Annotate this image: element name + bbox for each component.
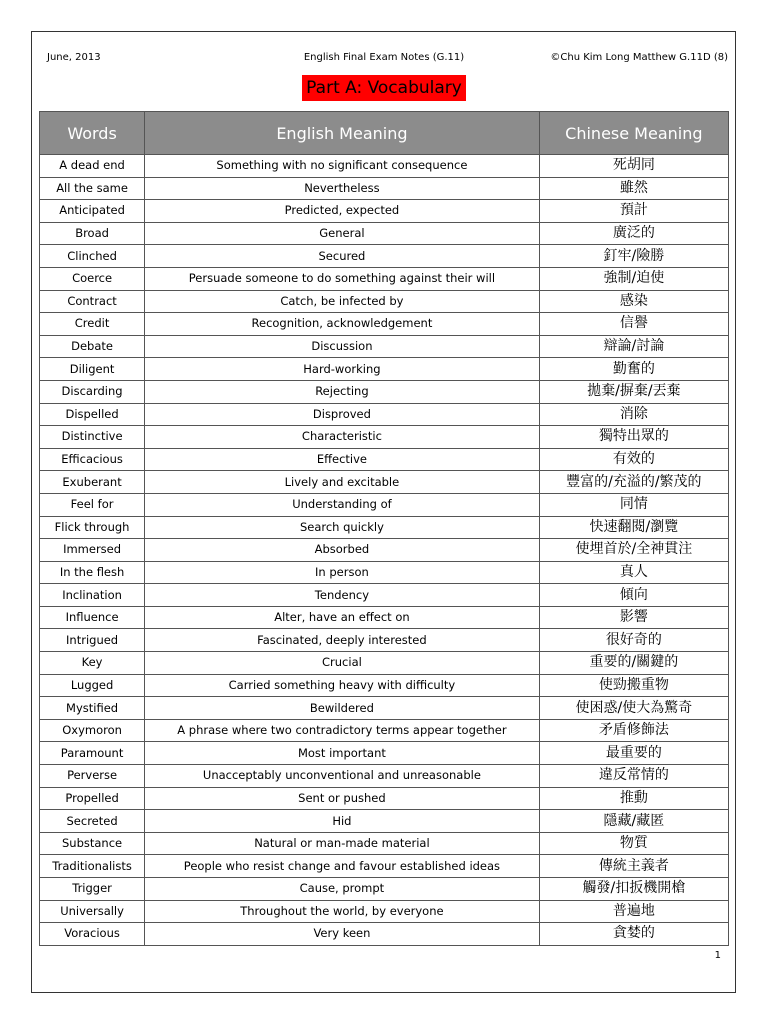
table-row bbox=[40, 516, 729, 539]
english-meaning-cell: Absorbed bbox=[145, 539, 540, 562]
english-meaning-cell: Hard-working bbox=[145, 358, 540, 381]
table-row bbox=[40, 719, 729, 742]
english-meaning-cell: Cause, prompt bbox=[145, 878, 540, 901]
table-row bbox=[40, 471, 729, 494]
table-row bbox=[40, 697, 729, 720]
chinese-meaning-cell: 勤奮的 bbox=[539, 358, 728, 381]
header-date: June, 2013 bbox=[47, 52, 101, 63]
table-row bbox=[40, 290, 729, 313]
english-meaning-cell: Effective bbox=[145, 448, 540, 471]
table-row bbox=[40, 358, 729, 381]
chinese-meaning-cell: 拋棄/摒棄/丟棄 bbox=[539, 380, 728, 403]
english-meaning-cell: Something with no significant consequence bbox=[145, 155, 540, 178]
english-meaning-cell: Rejecting bbox=[145, 380, 540, 403]
table-row bbox=[40, 832, 729, 855]
english-meaning-cell: Catch, be infected by bbox=[145, 290, 540, 313]
header-course: English Final Exam Notes (G.11) bbox=[303, 52, 465, 63]
chinese-meaning-cell: 使困惑/使大為驚奇 bbox=[539, 697, 728, 720]
vocabulary-table bbox=[39, 111, 729, 946]
word-cell: A dead end bbox=[40, 155, 145, 178]
word-cell: Trigger bbox=[40, 878, 145, 901]
chinese-meaning-cell: 最重要的 bbox=[539, 742, 728, 765]
word-cell: Propelled bbox=[40, 787, 145, 810]
word-cell: Voracious bbox=[40, 923, 145, 946]
english-meaning-cell: Lively and excitable bbox=[145, 471, 540, 494]
table-row bbox=[40, 923, 729, 946]
word-cell: Clinched bbox=[40, 245, 145, 268]
word-cell: Credit bbox=[40, 313, 145, 336]
chinese-meaning-cell: 傾向 bbox=[539, 584, 728, 607]
english-meaning-cell: Disproved bbox=[145, 403, 540, 426]
english-meaning-cell: Natural or man-made material bbox=[145, 832, 540, 855]
page-number: 1 bbox=[714, 950, 721, 961]
header-author: ©Chu Kim Long Matthew G.11D (8) bbox=[550, 52, 728, 63]
chinese-meaning-cell: 有效的 bbox=[539, 448, 728, 471]
english-meaning-cell: Unacceptably unconventional and unreasonable bbox=[145, 765, 540, 788]
table-row bbox=[40, 177, 729, 200]
table-header-row bbox=[40, 112, 729, 155]
table-row bbox=[40, 222, 729, 245]
chinese-meaning-cell: 隱藏/藏匿 bbox=[539, 810, 728, 833]
table-row bbox=[40, 200, 729, 223]
table-row bbox=[40, 878, 729, 901]
word-cell: Immersed bbox=[40, 539, 145, 562]
table-row bbox=[40, 380, 729, 403]
table-row bbox=[40, 810, 729, 833]
english-meaning-cell: In person bbox=[145, 561, 540, 584]
table-row bbox=[40, 652, 729, 675]
english-meaning-cell: Most important bbox=[145, 742, 540, 765]
word-cell: Paramount bbox=[40, 742, 145, 765]
table-row bbox=[40, 245, 729, 268]
english-meaning-cell: Fascinated, deeply interested bbox=[145, 629, 540, 652]
word-cell: Secreted bbox=[40, 810, 145, 833]
table-row bbox=[40, 426, 729, 449]
word-cell: Traditionalists bbox=[40, 855, 145, 878]
chinese-meaning-cell: 貪婪的 bbox=[539, 923, 728, 946]
english-meaning-cell: Search quickly bbox=[145, 516, 540, 539]
column-header-words: Words bbox=[40, 112, 145, 155]
english-meaning-cell: Characteristic bbox=[145, 426, 540, 449]
table-row bbox=[40, 539, 729, 562]
word-cell: Discarding bbox=[40, 380, 145, 403]
title-wrap bbox=[0, 75, 768, 101]
word-cell: Inclination bbox=[40, 584, 145, 607]
page-title: Part A: Vocabulary bbox=[302, 75, 466, 101]
english-meaning-cell: Recognition, acknowledgement bbox=[145, 313, 540, 336]
chinese-meaning-cell: 使埋首於/全神貫注 bbox=[539, 539, 728, 562]
chinese-meaning-cell: 釘牢/險勝 bbox=[539, 245, 728, 268]
word-cell: All the same bbox=[40, 177, 145, 200]
english-meaning-cell: General bbox=[145, 222, 540, 245]
english-meaning-cell: Nevertheless bbox=[145, 177, 540, 200]
word-cell: Influence bbox=[40, 606, 145, 629]
table-row bbox=[40, 403, 729, 426]
word-cell: Key bbox=[40, 652, 145, 675]
chinese-meaning-cell: 預計 bbox=[539, 200, 728, 223]
word-cell: Exuberant bbox=[40, 471, 145, 494]
chinese-meaning-cell: 重要的/關鍵的 bbox=[539, 652, 728, 675]
english-meaning-cell: Sent or pushed bbox=[145, 787, 540, 810]
english-meaning-cell: Tendency bbox=[145, 584, 540, 607]
chinese-meaning-cell: 影響 bbox=[539, 606, 728, 629]
chinese-meaning-cell: 使勁搬重物 bbox=[539, 674, 728, 697]
table-row bbox=[40, 787, 729, 810]
english-meaning-cell: Hid bbox=[145, 810, 540, 833]
word-cell: Debate bbox=[40, 335, 145, 358]
table-row bbox=[40, 742, 729, 765]
chinese-meaning-cell: 廣泛的 bbox=[539, 222, 728, 245]
english-meaning-cell: Very keen bbox=[145, 923, 540, 946]
word-cell: Intrigued bbox=[40, 629, 145, 652]
table-row bbox=[40, 335, 729, 358]
chinese-meaning-cell: 真人 bbox=[539, 561, 728, 584]
word-cell: Anticipated bbox=[40, 200, 145, 223]
word-cell: Lugged bbox=[40, 674, 145, 697]
english-meaning-cell: Predicted, expected bbox=[145, 200, 540, 223]
chinese-meaning-cell: 推動 bbox=[539, 787, 728, 810]
table-row bbox=[40, 765, 729, 788]
chinese-meaning-cell: 很好奇的 bbox=[539, 629, 728, 652]
word-cell: Mystified bbox=[40, 697, 145, 720]
table-row bbox=[40, 629, 729, 652]
word-cell: Broad bbox=[40, 222, 145, 245]
word-cell: In the flesh bbox=[40, 561, 145, 584]
word-cell: Substance bbox=[40, 832, 145, 855]
word-cell: Contract bbox=[40, 290, 145, 313]
chinese-meaning-cell: 普遍地 bbox=[539, 900, 728, 923]
chinese-meaning-cell: 強制/迫使 bbox=[539, 267, 728, 290]
chinese-meaning-cell: 感染 bbox=[539, 290, 728, 313]
chinese-meaning-cell: 違反常情的 bbox=[539, 765, 728, 788]
column-header-english-meaning: English Meaning bbox=[145, 112, 540, 155]
table-row bbox=[40, 267, 729, 290]
english-meaning-cell: Understanding of bbox=[145, 493, 540, 516]
chinese-meaning-cell: 消除 bbox=[539, 403, 728, 426]
english-meaning-cell: Crucial bbox=[145, 652, 540, 675]
table-row bbox=[40, 584, 729, 607]
chinese-meaning-cell: 同情 bbox=[539, 493, 728, 516]
table-row bbox=[40, 606, 729, 629]
chinese-meaning-cell: 傳統主義者 bbox=[539, 855, 728, 878]
word-cell: Distinctive bbox=[40, 426, 145, 449]
english-meaning-cell: People who resist change and favour established ideas bbox=[145, 855, 540, 878]
english-meaning-cell: A phrase where two contradictory terms appear together bbox=[145, 719, 540, 742]
word-cell: Perverse bbox=[40, 765, 145, 788]
english-meaning-cell: Throughout the world, by everyone bbox=[145, 900, 540, 923]
table-row bbox=[40, 900, 729, 923]
word-cell: Feel for bbox=[40, 493, 145, 516]
column-header-chinese-meaning: Chinese Meaning bbox=[539, 112, 728, 155]
chinese-meaning-cell: 豐富的/充溢的/繁茂的 bbox=[539, 471, 728, 494]
word-cell: Coerce bbox=[40, 267, 145, 290]
word-cell: Dispelled bbox=[40, 403, 145, 426]
english-meaning-cell: Carried something heavy with difficulty bbox=[145, 674, 540, 697]
table-body bbox=[40, 155, 729, 946]
word-cell: Flick through bbox=[40, 516, 145, 539]
table-row bbox=[40, 561, 729, 584]
word-cell: Universally bbox=[40, 900, 145, 923]
word-cell: Efficacious bbox=[40, 448, 145, 471]
chinese-meaning-cell: 觸發/扣扳機開槍 bbox=[539, 878, 728, 901]
english-meaning-cell: Secured bbox=[145, 245, 540, 268]
chinese-meaning-cell: 獨特出眾的 bbox=[539, 426, 728, 449]
english-meaning-cell: Discussion bbox=[145, 335, 540, 358]
table-row bbox=[40, 493, 729, 516]
chinese-meaning-cell: 快速翻閱/瀏覽 bbox=[539, 516, 728, 539]
chinese-meaning-cell: 雖然 bbox=[539, 177, 728, 200]
english-meaning-cell: Persuade someone to do something against their will bbox=[145, 267, 540, 290]
chinese-meaning-cell: 辯論/討論 bbox=[539, 335, 728, 358]
table-row bbox=[40, 313, 729, 336]
chinese-meaning-cell: 物質 bbox=[539, 832, 728, 855]
english-meaning-cell: Bewildered bbox=[145, 697, 540, 720]
chinese-meaning-cell: 矛盾修飾法 bbox=[539, 719, 728, 742]
chinese-meaning-cell: 死胡同 bbox=[539, 155, 728, 178]
word-cell: Oxymoron bbox=[40, 719, 145, 742]
english-meaning-cell: Alter, have an effect on bbox=[145, 606, 540, 629]
table-row bbox=[40, 674, 729, 697]
chinese-meaning-cell: 信譽 bbox=[539, 313, 728, 336]
table-row bbox=[40, 855, 729, 878]
word-cell: Diligent bbox=[40, 358, 145, 381]
table-row bbox=[40, 448, 729, 471]
table-row bbox=[40, 155, 729, 178]
